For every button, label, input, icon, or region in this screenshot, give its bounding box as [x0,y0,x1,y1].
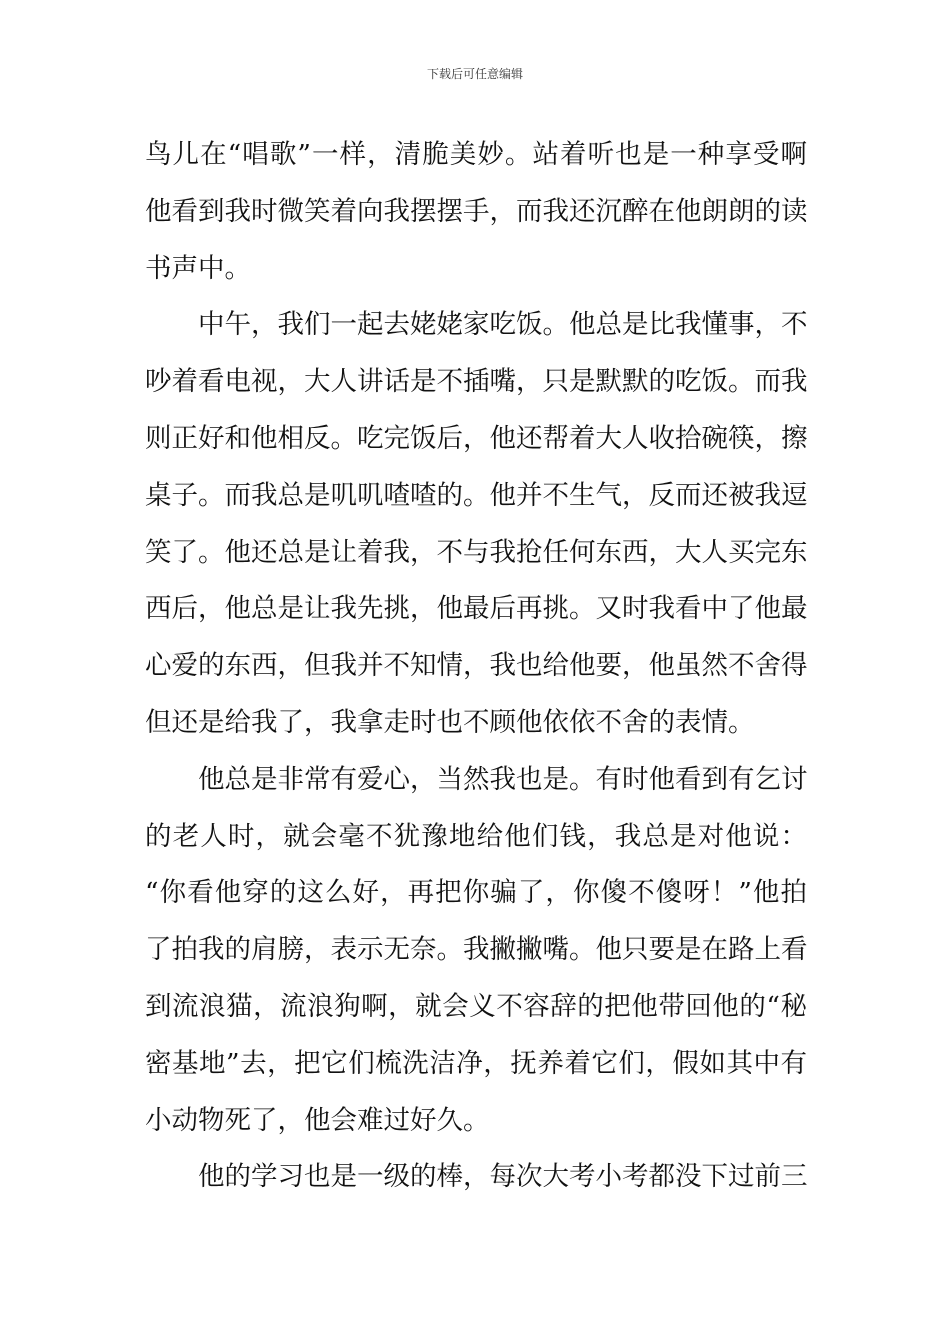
text-line: 心爱的东西，但我并不知情，我也给他要，他虽然不舍得 [145,650,808,682]
page-header: 下载后可任意编辑 [426,67,523,81]
text-line: 鸟儿在“唱歌”一样，清脆美妙。站着听也是一种享受啊 [145,139,807,170]
text-line: 桌子。而我总是叽叽喳喳的。他并不生气，反而还被我逗 [145,479,808,511]
text-line: 西后，他总是让我先挑，他最后再挑。又时我看中了他最 [145,593,808,625]
body-text [145,127,807,1206]
text-line: 了拍我的肩膀，表示无奈。我撇撇嘴。他只要是在路上看 [145,934,808,966]
text-line: 中午，我们一起去姥姥家吃饭。他总是比我懂事，不 [145,309,808,341]
text-line: 密基地”去，把它们梳洗洁净，抚养着它们，假如其中有 [145,1047,807,1079]
text-line: 吵着看电视，大人讲话是不插嘴，只是默默的吃饭。而我 [145,366,808,398]
text-line: 的老人时，就会毫不犹豫地给他们钱，我总是对他说： [145,820,807,852]
text-line: 他看到我时微笑着向我摆摆手，而我还沉醉在他朗朗的读 [145,195,808,227]
text-line: 他的学习也是一级的棒，每次大考小考都没下过前三 [145,1161,808,1193]
text-line: 则正好和他相反。吃完饭后，他还帮着大人收拾碗筷，擦 [145,422,808,454]
text-line: 但还是给我了，我拿走时也不顾他依依不舍的表情。 [145,706,755,738]
text-line: “你看他穿的这么好，再把你骗了，你傻不傻呀！”他拍 [145,877,807,909]
text-line: 笑了。他还总是让着我，不与我抢任何东西，大人买完东 [145,536,808,568]
text-line: 书声中。 [145,252,251,284]
text-line: 他总是非常有爱心，当然我也是。有时他看到有乞讨 [145,763,808,795]
text-line: 到流浪猫，流浪狗啊，就会义不容辞的把他带回他的“秘 [145,990,807,1022]
text-line: 小动物死了，他会难过好久。 [145,1104,490,1136]
